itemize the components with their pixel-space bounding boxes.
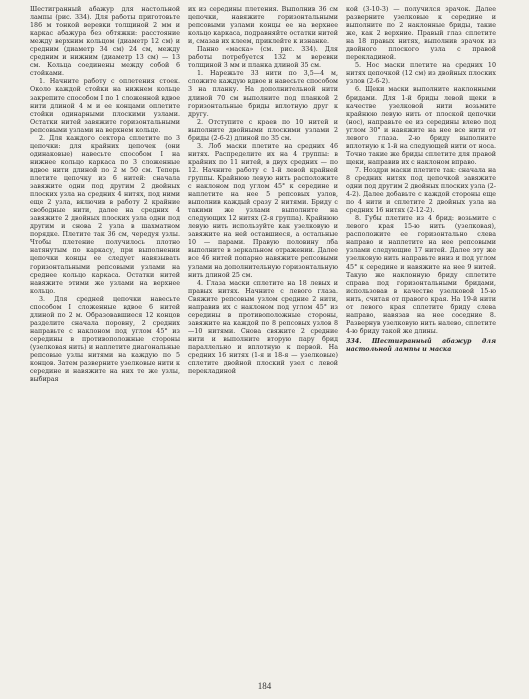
- page-number: 184: [257, 681, 272, 691]
- paragraph: 6. Щеки маски выполните наклонными бридами. Для 1-й бриды левой щеки в качестве узелковой нити возьмите крайнюю левую нить от плоской цепочки (нос), направьте ее из середины влево под углом 30° и навяжите на нее все нити от левого глаза. 2-ю бриду выполните вплотную к 1-й на следующей нити от носа. Точно такие же бриды сплетите для правой щеки, направив их с наклоном вправо.: [346, 86, 496, 166]
- figure-caption: 334. Шестигранный абажур для настольной лампы и маска: [346, 337, 496, 353]
- paragraph: 1. Начните работу с оплетения стоек. Около каждой стойки на нижнем кольце закрепите способом I по 1 сложенной вдвое нити длиной 4 м и ее концами оплетите стойки одинарными плоскими узлами. Остатки нитей завяжите горизонтальными репсовыми узлами на верхнем кольце.: [30, 78, 180, 134]
- paragraph: кой (3-10-3) — получился зрачок. Далее разверните узелковые к середине и выполните по 2 наклонные бриды, такие же, как 2 верхние. Правый глаз сплетите на 18 правых нитях, выполнив зрачок из двойного плоского узла с правой перекладиной.: [346, 6, 496, 62]
- paragraph: их из середины плетения. Выполнив 36 см цепочки, навяжите горизонтальными репсовыми узлами концы ее на верхнее кольцо каркаса, подравняйте остатки нитей и, смазав их клеем, приклейте к изнанке.: [188, 6, 338, 46]
- paragraph: 3. Лоб маски плетите на средних 46 нитях. Распределите их на 4 группы: в крайних по 11 нитей, в двух средних — по 12. Начните работу с 1-й левой крайней группы. Крайнюю левую нить расположите с наклоном под углом 45° к середине и наплетите на нее 5 репсовых узлов, выполнив каждый сразу 2 нитями. Бриду с такими же узлами выполните на следующих 12 нитях (2-я группа). Крайнюю левую нить используйте как узелковую и завяжите на ней оставшиеся, а остальные 10 — парами. Правую половину лба выполните в зеркальном отражении. Далее все 46 нитей попарно навяжите репсовыми узлами на дополнительную горизонтальную нить длиной 25 см.: [188, 142, 338, 279]
- paragraph: 8. Губы плетите из 4 брид: возьмите с левого края 15-ю нить (узелковая), расположите ее горизонтально слева направо и наплетите на нее репсовыми узлами следующие 17 нитей. Далее эту же узелковую нить направьте вниз и под углом 45° к середине и навяжите на нее 9 нитей. Такую же наклонную бриду сплетите справа под горизонтальными бридами, использовав в качестве узелковой 15-ю нить, считая от правого края. На 19-й нити от левого края сплетите бриду слева направо, навязав на нее соседние 8. Развернув узелковую нить налево, сплетите 4-ю бриду такой же длины.: [346, 215, 496, 335]
- paragraph: Шестигранный абажур для настольной лампы (рис. 334). Для работы приготовьте 186 м тонкой веревки толщиной 2 мм и каркас абажура без обтяжки: расстояние между верхним кольцом (диаметр 12 см) и средним (диаметр 34 см) 24 см, между средним и нижним (диаметр 13 см) — 13 см. Кольца соединены между собой 6 стойками.: [30, 6, 180, 78]
- paragraph: 3. Для средней цепочки навесьте способом I сложенные вдвое 6 нитей длиной по 2 м. Образовавшиеся 12 концов разделите сначала поровну, 2 средних направьте с наклоном под углом 45° из середины в противоположные стороны (узелковая нить) и наплетите диагональные репсовые узлы нитями на каждую по 5 концов. Затем разверните узелковые нити к середине и навяжите на них те же узлы, выбирая: [30, 295, 180, 384]
- paragraph: 7. Ноздри маски плетите так: сначала на 8 средних нитях под цепочкой завяжите одни под другим 2 двойных плоских узла (2-4-2). Далее добавьте с каждой стороны еще по 4 нити и сплетите 2 двойных узла на средних 16 нитях (2-12-2).: [346, 166, 496, 215]
- paragraph: Панно «маска» (см. рис. 334). Для работы потребуется 132 м веревки толщиной 3 мм и планка длиной 35 см.: [188, 46, 338, 70]
- text-column-right: [346, 6, 496, 354]
- text-column-left: [30, 6, 180, 384]
- paragraph: 5. Нос маски плетите на средних 10 нитях цепочкой (12 см) из двойных плоских узлов (2-6-2).: [346, 62, 496, 86]
- text-column-middle: [188, 6, 338, 376]
- paragraph: 1. Нарежьте 33 нити по 3,5—4 м, сложите каждую вдвое и навесьте способом 3 на планку. На дополнительной нити длиной 70 см выполните под планкой 2 горизонтальные бриды вплотную друг к другу.: [188, 70, 338, 118]
- paragraph: 4. Глаза маски сплетите на 18 левых и правых нитях. Начните с левого глаза. Свяжите репсовым узлом средние 2 нити, направив их с наклоном под углом 45° из середины в противоположные стороны, завяжите на каждой по 8 репсовых узлов 8—10 нитями. Снова свяжите 2 средние нити и выполните вторую пару брид параллельно и вплотную к первой. На средних 16 нитях (1-я и 18-я — узелковые) сплетите двойной плоский узел с левой перекладиной: [188, 279, 338, 376]
- paragraph: 2. Отступите с краев по 10 нитей и выполните двойными плоскими узлами 2 бриды (2-6-2) длиной по 35 см.: [188, 118, 338, 142]
- paragraph: 2. Для каждого сектора сплетите по 3 цепочки: для крайних цепочек (они одинаковые) навесьте способом I на нижнее кольцо каркаса по 3 сложенные вдвое нити длиной по 2 м 50 см. Теперь плетите цепочку из 6 нитей: сначала завяжите одни под другим 2 двойных плоских узла на средних 4 нитях, под ними еще 2 узла, включив в работу 2 крайние свободные нити, далее на средних 4 завяжите 2 двойных плоских узла одни под другим и снова 2 узла в шахматном порядке. Плетите так 36 см, чередуя узлы. Чтобы плетение получилось плотно натянутым по каркасу, при выполнении цепочки концы ее следует навязывать горизонтальными репсовыми узлами на среднее кольцо каркаса. Остатки нитей навяжите этими же узлами на верхнее кольцо.: [30, 134, 180, 295]
